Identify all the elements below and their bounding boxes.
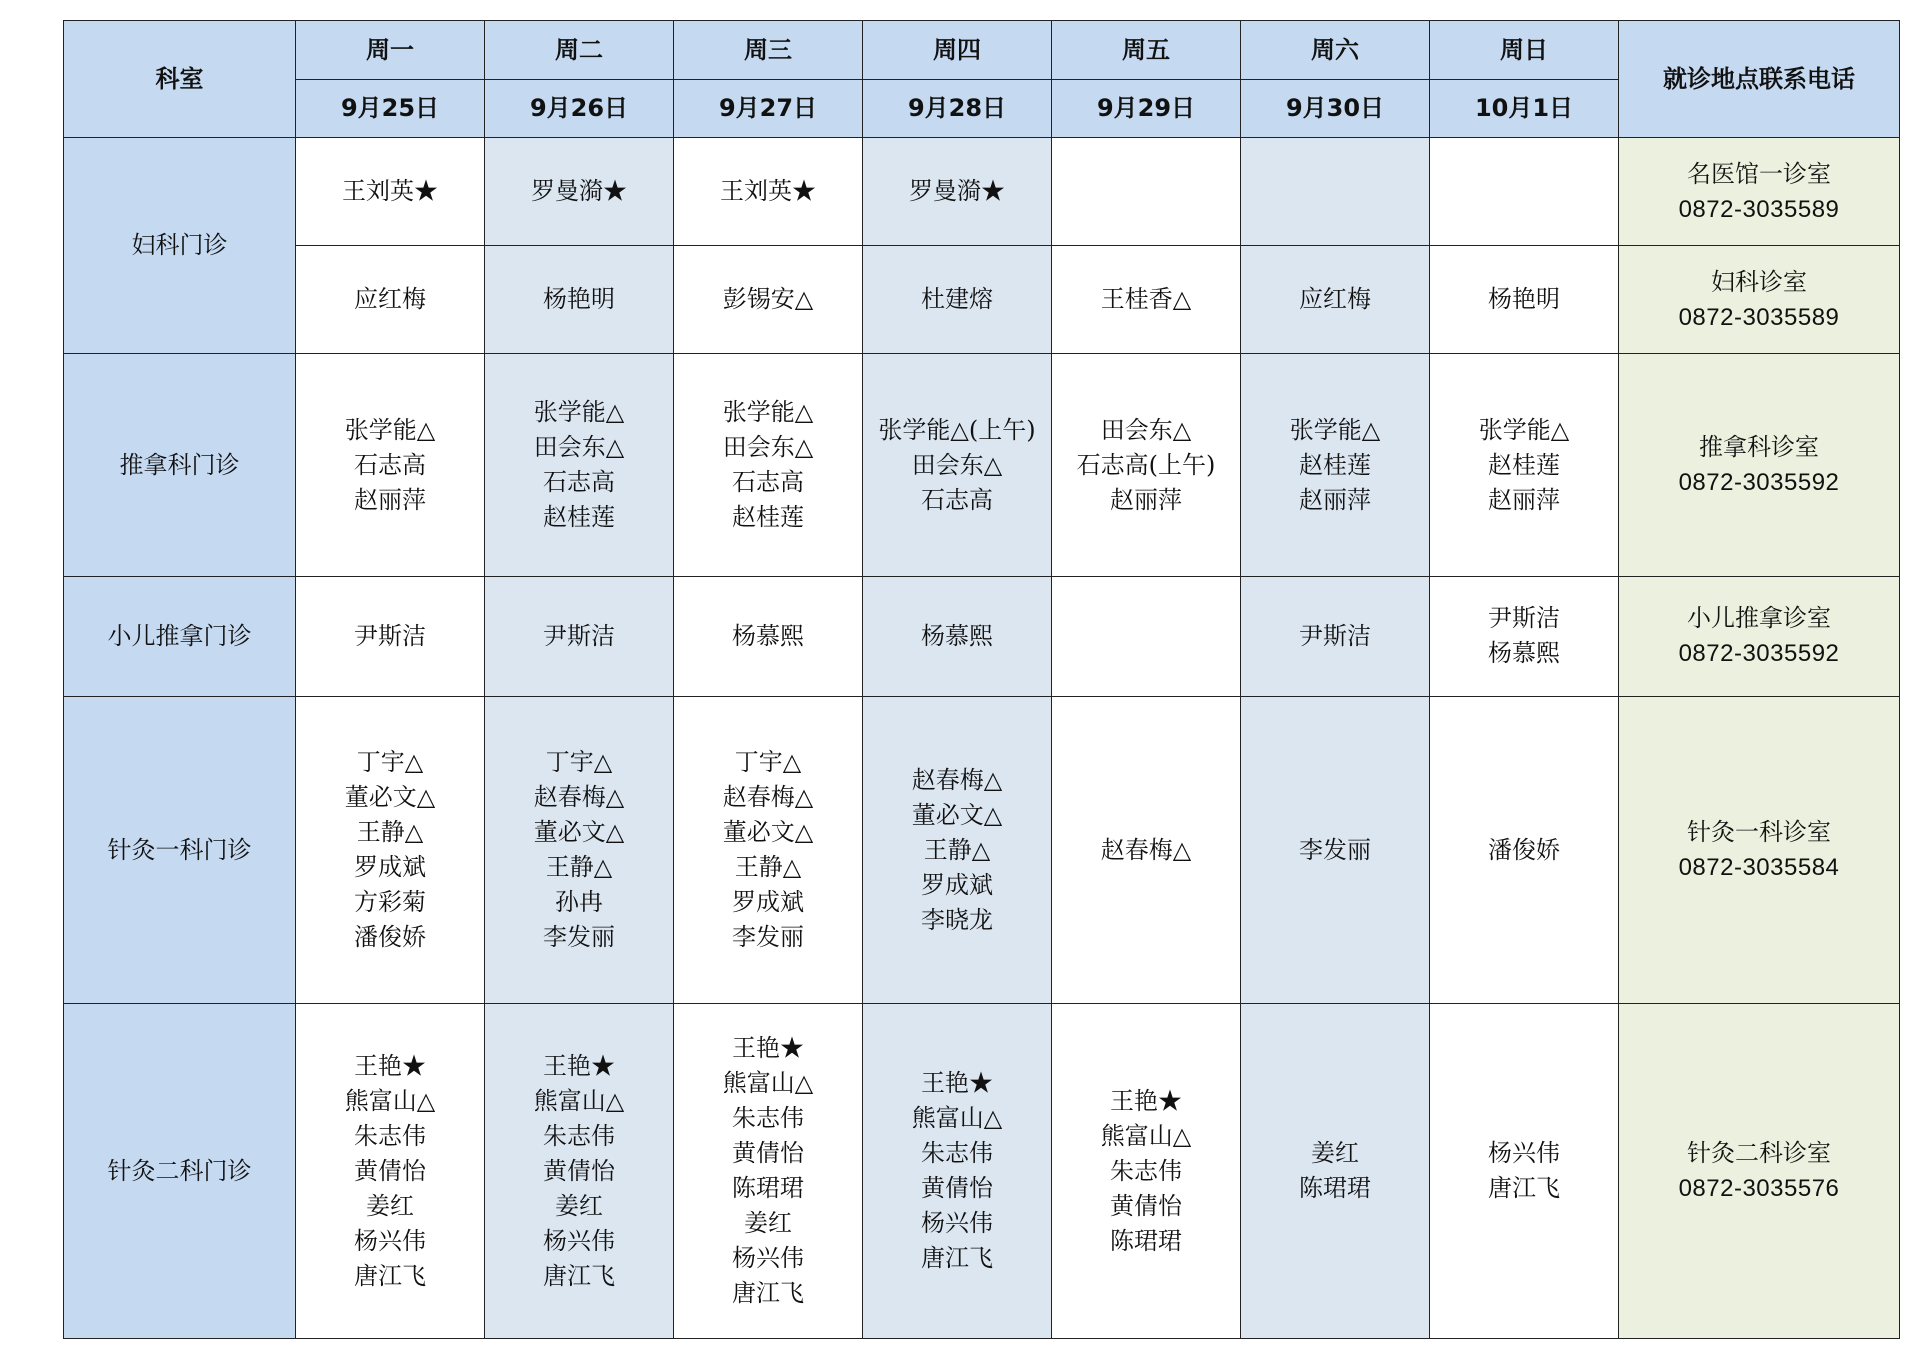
doctor-name: 赵桂莲 bbox=[732, 503, 804, 532]
doctor-name: 王艳★ bbox=[732, 1034, 804, 1063]
doctor-name: 石志高(上午) bbox=[1076, 450, 1216, 479]
room-name: 妇科诊室 bbox=[1711, 267, 1807, 296]
doctor-name: 熊富山△ bbox=[911, 1104, 1003, 1133]
doctor-name: 杨慕熙 bbox=[1488, 639, 1560, 668]
schedule-row bbox=[64, 138, 1900, 246]
doctor-name: 赵丽萍 bbox=[1110, 485, 1182, 514]
doctor-name: 唐江飞 bbox=[732, 1279, 804, 1308]
doctor-cell bbox=[1241, 246, 1430, 354]
doctor-name: 唐江飞 bbox=[543, 1261, 615, 1290]
doctor-name: 陈珺珺 bbox=[1110, 1226, 1182, 1255]
doctor-name: 杨兴伟 bbox=[732, 1244, 804, 1273]
doctor-name: 赵春梅△ bbox=[722, 783, 814, 812]
date-header: 10月1日 bbox=[1430, 80, 1619, 138]
doctor-cell bbox=[1052, 246, 1241, 354]
doctor-cell bbox=[296, 246, 485, 354]
phone-number: 0872-3035584 bbox=[1678, 854, 1840, 882]
doctor-name: 王静△ bbox=[545, 853, 613, 882]
doctor-cell bbox=[1052, 354, 1241, 576]
doctor-name: 王静△ bbox=[356, 818, 424, 847]
doctor-name: 黄倩怡 bbox=[732, 1139, 804, 1168]
room-name: 针灸二科诊室 bbox=[1687, 1139, 1831, 1168]
doctor-name: 田会东△ bbox=[1100, 415, 1192, 444]
doctor-name: 黄倩怡 bbox=[921, 1174, 993, 1203]
doctor-cell bbox=[485, 138, 674, 246]
date-header: 9月28日 bbox=[863, 80, 1052, 138]
doctor-name: 杨艳明 bbox=[1488, 285, 1560, 314]
doctor-name: 孙冉 bbox=[555, 888, 603, 917]
doctor-name: 杨兴伟 bbox=[921, 1209, 993, 1238]
doctor-cell bbox=[1430, 576, 1619, 696]
doctor-name: 唐江飞 bbox=[354, 1261, 426, 1290]
doctor-name: 赵桂莲 bbox=[1488, 450, 1560, 479]
doctor-name: 杨慕熙 bbox=[732, 621, 804, 650]
doctor-name: 潘俊娇 bbox=[1488, 835, 1560, 864]
doctor-name: 丁宇△ bbox=[545, 748, 613, 777]
phone-number: 0872-3035592 bbox=[1678, 469, 1840, 497]
date-header: 9月29日 bbox=[1052, 80, 1241, 138]
doctor-cell bbox=[1241, 138, 1430, 246]
doctor-name: 王艳★ bbox=[921, 1069, 993, 1098]
doctor-name: 王艳★ bbox=[1110, 1086, 1182, 1115]
doctor-name: 尹斯洁 bbox=[1299, 621, 1371, 650]
doctor-cell bbox=[1241, 354, 1430, 576]
doctor-name: 赵春梅△ bbox=[911, 765, 1003, 794]
doctor-name: 姜红 bbox=[1311, 1139, 1359, 1168]
doctor-cell bbox=[674, 1004, 863, 1339]
doctor-name: 尹斯洁 bbox=[543, 621, 615, 650]
doctor-cell bbox=[1052, 1004, 1241, 1339]
doctor-name: 唐江飞 bbox=[1488, 1174, 1560, 1203]
doctor-name: 石志高 bbox=[732, 468, 804, 497]
doctor-name: 朱志伟 bbox=[732, 1104, 804, 1133]
doctor-name: 杨兴伟 bbox=[543, 1226, 615, 1255]
doctor-name: 尹斯洁 bbox=[1488, 604, 1560, 633]
room-name: 名医馆一诊室 bbox=[1687, 159, 1831, 188]
doctor-name: 熊富山△ bbox=[533, 1086, 625, 1115]
weekday-header: 周日 bbox=[1430, 21, 1619, 80]
doctor-name: 赵春梅△ bbox=[1100, 835, 1192, 864]
dept-name: 针灸二科门诊 bbox=[64, 1004, 296, 1339]
doctor-name: 王艳★ bbox=[543, 1051, 615, 1080]
date-header: 9月30日 bbox=[1241, 80, 1430, 138]
doctor-name: 朱志伟 bbox=[543, 1121, 615, 1150]
date-header: 9月27日 bbox=[674, 80, 863, 138]
doctor-cell bbox=[863, 1004, 1052, 1339]
weekday-header: 周六 bbox=[1241, 21, 1430, 80]
doctor-name: 王桂香△ bbox=[1100, 285, 1192, 314]
doctor-cell bbox=[485, 246, 674, 354]
doctor-name: 田会东△ bbox=[533, 433, 625, 462]
doctor-name: 姜红 bbox=[366, 1191, 414, 1220]
dept-name: 妇科门诊 bbox=[64, 138, 296, 354]
doctor-cell bbox=[296, 1004, 485, 1339]
room-name: 小儿推拿诊室 bbox=[1687, 604, 1831, 633]
doctor-cell bbox=[296, 576, 485, 696]
doctor-name: 罗曼漪★ bbox=[909, 177, 1005, 206]
doctor-name: 董必文△ bbox=[344, 783, 436, 812]
location-column-header: 就诊地点联系电话 bbox=[1619, 21, 1900, 138]
doctor-cell bbox=[485, 696, 674, 1004]
doctor-cell bbox=[296, 138, 485, 246]
date-header: 9月26日 bbox=[485, 80, 674, 138]
doctor-name: 杜建熔 bbox=[921, 285, 993, 314]
phone-number: 0872-3035589 bbox=[1678, 303, 1840, 331]
room-name: 针灸一科诊室 bbox=[1687, 818, 1831, 847]
doctor-name: 罗成斌 bbox=[921, 870, 993, 899]
doctor-name: 杨艳明 bbox=[543, 285, 615, 314]
doctor-name: 熊富山△ bbox=[722, 1069, 814, 1098]
weekday-header: 周五 bbox=[1052, 21, 1241, 80]
doctor-name: 董必文△ bbox=[722, 818, 814, 847]
doctor-name: 熊富山△ bbox=[344, 1086, 436, 1115]
dept-name: 推拿科门诊 bbox=[64, 354, 296, 576]
doctor-name: 黄倩怡 bbox=[543, 1156, 615, 1185]
weekday-header: 周二 bbox=[485, 21, 674, 80]
schedule-body bbox=[64, 138, 1900, 1339]
doctor-cell bbox=[1430, 1004, 1619, 1339]
doctor-name: 罗曼漪★ bbox=[531, 177, 627, 206]
doctor-name: 董必文△ bbox=[911, 800, 1003, 829]
doctor-cell bbox=[863, 696, 1052, 1004]
doctor-name: 李发丽 bbox=[732, 923, 804, 952]
dept-column-header: 科室 bbox=[64, 21, 296, 138]
schedule-row bbox=[64, 246, 1900, 354]
weekday-header: 周一 bbox=[296, 21, 485, 80]
doctor-name: 丁宇△ bbox=[356, 748, 424, 777]
phone-number: 0872-3035576 bbox=[1678, 1175, 1840, 1203]
doctor-cell bbox=[674, 138, 863, 246]
doctor-name: 张学能△ bbox=[1289, 415, 1381, 444]
doctor-name: 潘俊娇 bbox=[354, 923, 426, 952]
doctor-cell bbox=[296, 354, 485, 576]
doctor-cell bbox=[1241, 696, 1430, 1004]
doctor-name: 田会东△ bbox=[911, 450, 1003, 479]
phone-number: 0872-3035589 bbox=[1678, 195, 1840, 223]
doctor-name: 唐江飞 bbox=[921, 1244, 993, 1273]
doctor-name: 陈珺珺 bbox=[732, 1174, 804, 1203]
doctor-name: 董必文△ bbox=[533, 818, 625, 847]
doctor-cell bbox=[863, 138, 1052, 246]
doctor-cell bbox=[485, 354, 674, 576]
doctor-name: 赵丽萍 bbox=[1488, 485, 1560, 514]
doctor-name: 张学能△ bbox=[1478, 415, 1570, 444]
doctor-name: 张学能△ bbox=[344, 415, 436, 444]
doctor-name: 方彩菊 bbox=[354, 888, 426, 917]
doctor-name: 姜红 bbox=[555, 1191, 603, 1220]
doctor-name: 王艳★ bbox=[354, 1051, 426, 1080]
doctor-name: 李发丽 bbox=[543, 923, 615, 952]
location-cell bbox=[1619, 696, 1900, 1004]
doctor-name: 赵桂莲 bbox=[543, 503, 615, 532]
doctor-cell bbox=[296, 696, 485, 1004]
doctor-name: 张学能△(上午) bbox=[878, 415, 1036, 444]
doctor-name: 王静△ bbox=[734, 853, 802, 882]
dept-name: 小儿推拿门诊 bbox=[64, 576, 296, 696]
room-name: 推拿科诊室 bbox=[1699, 433, 1819, 462]
schedule-table bbox=[63, 20, 1900, 1339]
doctor-cell bbox=[674, 354, 863, 576]
doctor-name: 王刘英★ bbox=[720, 177, 816, 206]
doctor-cell bbox=[1052, 576, 1241, 696]
doctor-cell bbox=[863, 576, 1052, 696]
date-header: 9月25日 bbox=[296, 80, 485, 138]
doctor-name: 陈珺珺 bbox=[1299, 1174, 1371, 1203]
doctor-name: 张学能△ bbox=[533, 398, 625, 427]
doctor-name: 李发丽 bbox=[1299, 835, 1371, 864]
doctor-name: 赵丽萍 bbox=[1299, 485, 1371, 514]
doctor-name: 应红梅 bbox=[1299, 285, 1371, 314]
doctor-cell bbox=[1430, 138, 1619, 246]
doctor-name: 朱志伟 bbox=[921, 1139, 993, 1168]
doctor-name: 张学能△ bbox=[722, 398, 814, 427]
doctor-cell bbox=[1430, 696, 1619, 1004]
schedule-row bbox=[64, 354, 1900, 576]
doctor-cell bbox=[863, 354, 1052, 576]
doctor-name: 田会东△ bbox=[722, 433, 814, 462]
doctor-cell bbox=[485, 1004, 674, 1339]
doctor-name: 黄倩怡 bbox=[354, 1156, 426, 1185]
doctor-name: 罗成斌 bbox=[732, 888, 804, 917]
schedule-row bbox=[64, 1004, 1900, 1339]
doctor-name: 李晓龙 bbox=[921, 905, 993, 934]
doctor-name: 朱志伟 bbox=[1110, 1156, 1182, 1185]
doctor-name: 杨兴伟 bbox=[1488, 1139, 1560, 1168]
doctor-name: 罗成斌 bbox=[354, 853, 426, 882]
doctor-name: 姜红 bbox=[744, 1209, 792, 1238]
location-cell bbox=[1619, 1004, 1900, 1339]
doctor-cell bbox=[674, 246, 863, 354]
weekday-header: 周三 bbox=[674, 21, 863, 80]
doctor-cell bbox=[1052, 138, 1241, 246]
dept-name: 针灸一科门诊 bbox=[64, 696, 296, 1004]
doctor-cell bbox=[1430, 246, 1619, 354]
doctor-name: 丁宇△ bbox=[734, 748, 802, 777]
doctor-cell bbox=[674, 696, 863, 1004]
doctor-name: 杨兴伟 bbox=[354, 1226, 426, 1255]
doctor-cell bbox=[1241, 1004, 1430, 1339]
doctor-name: 王刘英★ bbox=[342, 177, 438, 206]
doctor-name: 尹斯洁 bbox=[354, 621, 426, 650]
doctor-name: 王静△ bbox=[923, 835, 991, 864]
doctor-cell bbox=[1241, 576, 1430, 696]
doctor-name: 黄倩怡 bbox=[1110, 1191, 1182, 1220]
doctor-name: 朱志伟 bbox=[354, 1121, 426, 1150]
doctor-cell bbox=[1430, 354, 1619, 576]
location-cell bbox=[1619, 354, 1900, 576]
doctor-name: 石志高 bbox=[921, 485, 993, 514]
location-cell bbox=[1619, 138, 1900, 246]
schedule-row bbox=[64, 576, 1900, 696]
doctor-cell bbox=[863, 246, 1052, 354]
doctor-cell bbox=[485, 576, 674, 696]
location-cell bbox=[1619, 576, 1900, 696]
doctor-name: 杨慕熙 bbox=[921, 621, 993, 650]
doctor-name: 彭锡安△ bbox=[722, 285, 814, 314]
doctor-name: 应红梅 bbox=[354, 285, 426, 314]
weekday-header: 周四 bbox=[863, 21, 1052, 80]
doctor-name: 赵春梅△ bbox=[533, 783, 625, 812]
weekday-header-row bbox=[64, 21, 1900, 80]
doctor-name: 赵丽萍 bbox=[354, 485, 426, 514]
location-cell bbox=[1619, 246, 1900, 354]
phone-number: 0872-3035592 bbox=[1678, 640, 1840, 668]
doctor-name: 石志高 bbox=[543, 468, 615, 497]
schedule-row bbox=[64, 696, 1900, 1004]
doctor-name: 熊富山△ bbox=[1100, 1121, 1192, 1150]
doctor-cell bbox=[1052, 696, 1241, 1004]
doctor-name: 石志高 bbox=[354, 450, 426, 479]
doctor-cell bbox=[674, 576, 863, 696]
doctor-name: 赵桂莲 bbox=[1299, 450, 1371, 479]
